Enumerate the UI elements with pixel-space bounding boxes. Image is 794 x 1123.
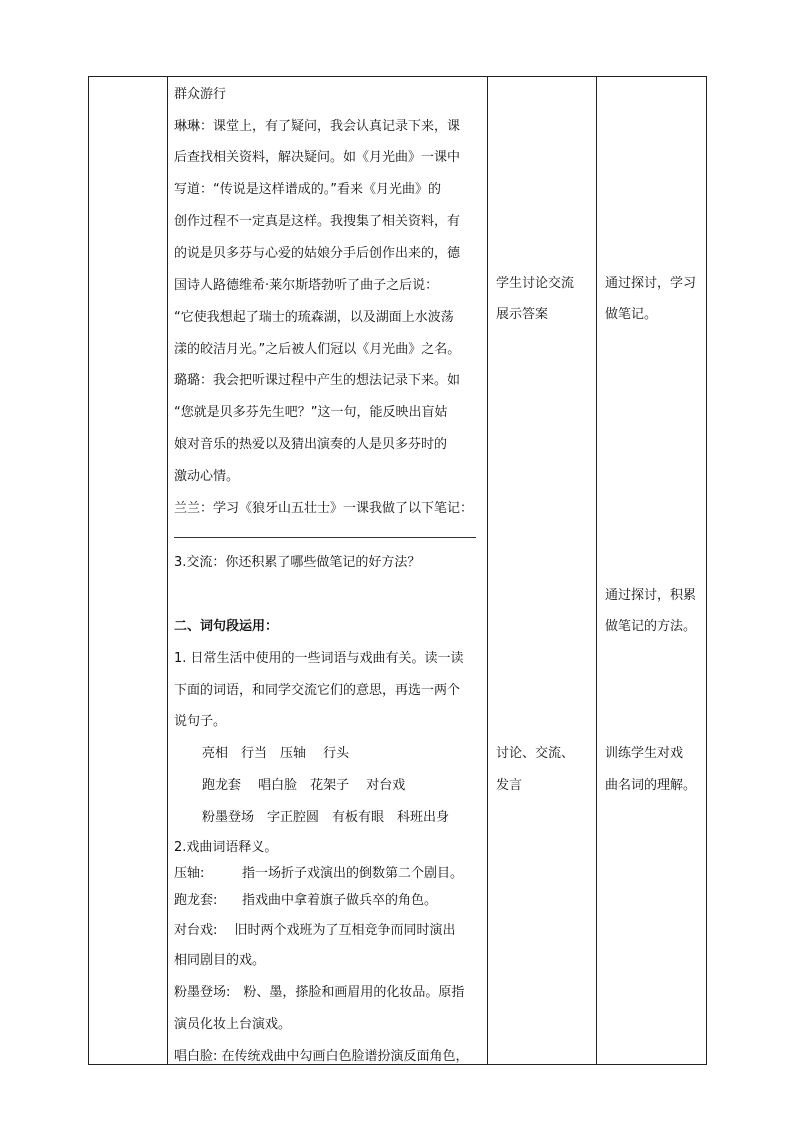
- design-intent-text: 曲名词的理解。: [605, 778, 697, 793]
- text-line: 写道：“传说是这样谱成的。”看来《月光曲》的: [174, 182, 441, 197]
- text-line: 说句子。: [174, 714, 227, 729]
- definition-text: 指戏曲中拿着旗子做兵卒的角色。: [242, 893, 438, 908]
- text-line: 创作过程不一定真是这样。我搜集了相关资料，有: [174, 214, 461, 229]
- column-divider-1: [167, 77, 168, 1064]
- text-line: 1. 日常生活中使用的一些词语与戏曲有关。读一读: [174, 651, 464, 666]
- text-line: 兰兰：学习《狼牙山五壮士》一课我做了以下笔记：: [174, 501, 474, 516]
- text-line: 下面的词语，和同学交流它们的意思，再选一两个: [174, 683, 461, 698]
- text-line: 2.戏曲词语释义。: [174, 840, 278, 855]
- design-intent-text: 通过探讨，学习: [605, 276, 697, 291]
- student-activity-text: 讨论、交流、: [496, 746, 575, 761]
- section-heading: 二、词句段运用：: [174, 619, 279, 634]
- definition-term: 跑龙套:: [174, 893, 218, 908]
- word-list-row: 亮相 行当 压轴 行头: [202, 746, 350, 761]
- blank-answer-line: [174, 537, 476, 538]
- word-list-row: 粉墨登场 字正腔圆 有板有眼 科班出身: [202, 810, 450, 825]
- student-activity-text: 展示答案: [496, 307, 549, 322]
- text-line: 的说是贝多芬与心爱的姑娘分手后创作出来的，德: [174, 246, 461, 261]
- text-line: 演员化妆上台演戏。: [174, 1017, 292, 1032]
- definition-text: 指一场折子戏演出的倒数第二个剧目。: [242, 866, 464, 881]
- definition-line: [174, 862, 463, 881]
- text-line: 群众游行: [174, 87, 227, 102]
- definition-term: 压轴:: [174, 866, 205, 881]
- text-line: 娘对音乐的热爱以及猜出演奏的人是贝多芬时的: [174, 437, 448, 452]
- text-line: 琳琳：课堂上，有了疑问，我会认真记录下来，课: [174, 119, 461, 134]
- student-activity-text: 发言: [496, 778, 523, 793]
- text-line: 璐璐：我会把听课过程中产生的想法记录下来。如: [174, 373, 461, 388]
- lesson-table: [88, 76, 707, 1065]
- text-line: 激动心情。: [174, 469, 240, 484]
- design-intent-text: 通过探讨，积累: [605, 588, 697, 603]
- text-line: 漾的皎洁月光。”之后被人们冠以《月光曲》之名。: [174, 342, 461, 357]
- text-line: 3.交流：你还积累了哪些做笔记的好方法？: [174, 555, 421, 570]
- text-line: “它使我想起了瑞士的琉森湖，以及湖面上水波荡: [174, 310, 454, 325]
- design-intent-text: 做笔记。: [605, 307, 658, 322]
- text-line: 对台戏: 旧时两个戏班为了互相竞争而同时演出: [174, 923, 456, 938]
- design-intent-text: 训练学生对戏: [605, 746, 684, 761]
- column-divider-2: [487, 77, 488, 1064]
- text-line: “您就是贝多芬先生吧？”这一句，能反映出盲姑: [174, 405, 448, 420]
- text-line: 国诗人路德维希·莱尔斯塔勃听了曲子之后说：: [174, 278, 439, 293]
- definition-line: [174, 889, 437, 908]
- text-line: 唱白脸: 在传统戏曲中勾画白色脸谱扮演反面角色，: [174, 1049, 469, 1064]
- design-intent-text: 做笔记的方法。: [605, 619, 697, 634]
- text-line: 粉墨登场: 粉、墨，搽脸和画眉用的化妆品。原指: [174, 985, 465, 1000]
- student-activity-text: 学生讨论交流: [496, 276, 575, 291]
- column-divider-3: [596, 77, 597, 1064]
- text-line: 相同剧目的戏。: [174, 953, 266, 968]
- word-list-row: 跑龙套 唱白脸 花架子 对台戏: [202, 778, 406, 793]
- text-line: 后查找相关资料，解决疑问。如《月光曲》一课中: [174, 150, 461, 165]
